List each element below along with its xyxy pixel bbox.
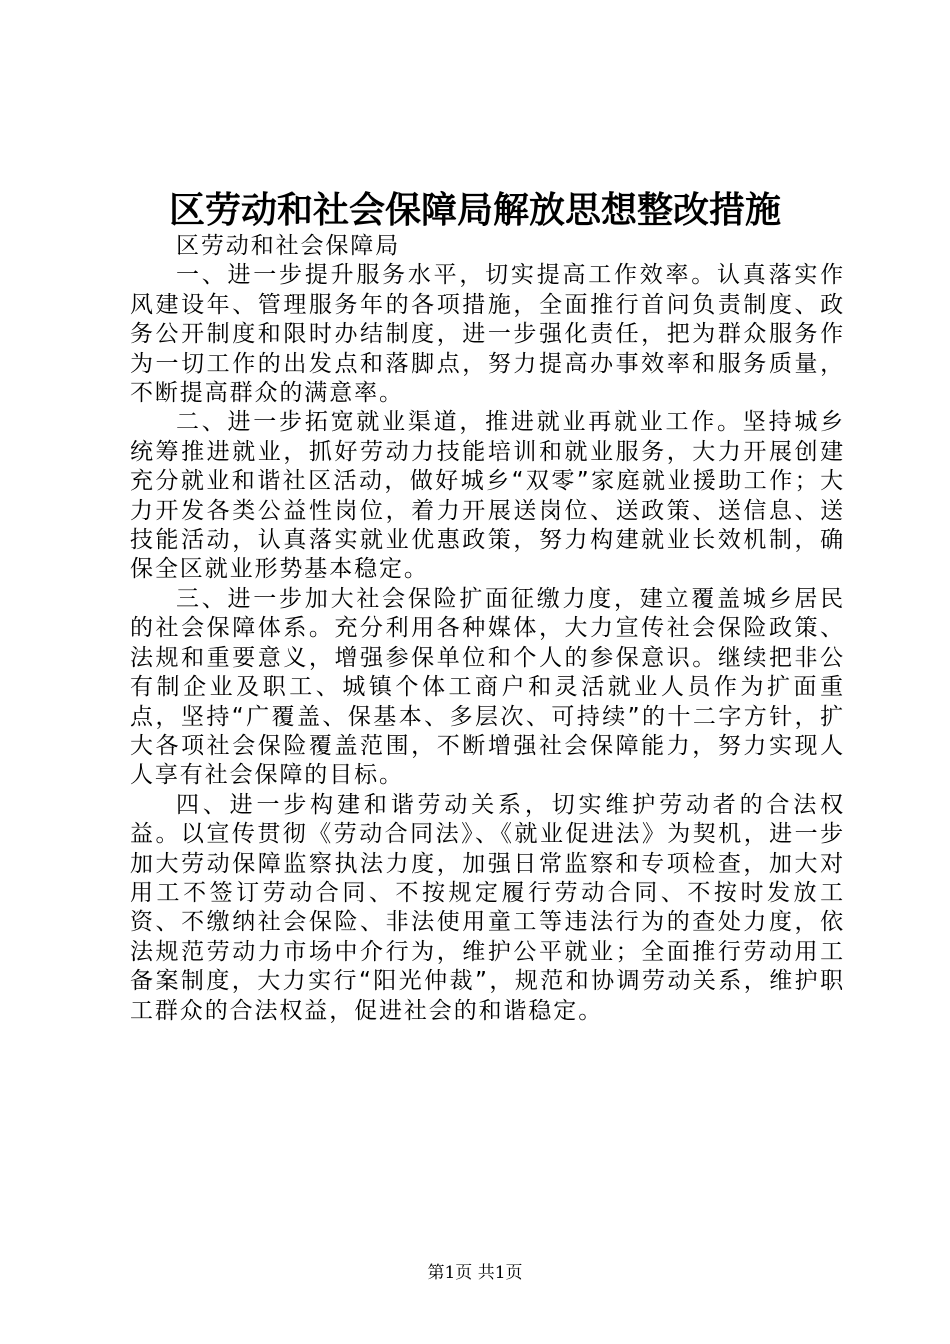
- paragraph-4: 四、进一步构建和谐劳动关系，切实维护劳动者的合法权益。以宣传贯彻《劳动合同法》、《就业促进法》为契机，进一步加大劳动保障监察执法力度，加强日常监察和专项检查，加大对用工不签订劳动合同、不按规定履行劳动合同、不按时发放工资、不缴纳社会保险、非法使用童工等违法行为的查处力度，依法规范劳动力市场中介行为，维护公平就业；全面推行劳动用工备案制度，大力实行“阳光仲裁”，规范和协调劳动关系，维护职工群众的合法权益，促进社会的和谐稳定。: [130, 791, 845, 1024]
- paragraph-3: 三、进一步加大社会保险扩面征缴力度，建立覆盖城乡居民的社会保障体系。充分利用各种媒体，大力宣传社会保险政策、法规和重要意义，增强参保单位和个人的参保意识。继续把非公有制企业及职工、城镇个体工商户和灵活就业人员作为扩面重点，坚持“广覆盖、保基本、多层次、可持续”的十二字方针，扩大各项社会保险覆盖范围，不断增强社会保障能力，努力实现人人享有社会保障的目标。: [130, 585, 845, 789]
- document-title: 区劳动和社会保障局解放思想整改措施: [168, 189, 781, 231]
- document-body: [130, 232, 845, 1026]
- page-number-footer: 第1页 共1页: [427, 1263, 523, 1283]
- paragraph-2: 二、进一步拓宽就业渠道，推进就业再就业工作。坚持城乡统筹推进就业，抓好劳动力技能培训和就业服务，大力开展创建充分就业和谐社区活动，做好城乡“双零”家庭就业援助工作；大力开发各类公益性岗位，着力开展送岗位、送政策、送信息、送技能活动，认真落实就业优惠政策，努力构建就业长效机制，确保全区就业形势基本稳定。: [130, 409, 845, 583]
- paragraph-1: 一、进一步提升服务水平，切实提高工作效率。认真落实作风建设年、管理服务年的各项措施，全面推行首问负责制度、政务公开制度和限时办结制度，进一步强化责任，把为群众服务作为一切工作的出发点和落脚点，努力提高办事效率和服务质量，不断提高群众的满意率。: [130, 262, 845, 407]
- author-line: 区劳动和社会保障局: [176, 233, 401, 259]
